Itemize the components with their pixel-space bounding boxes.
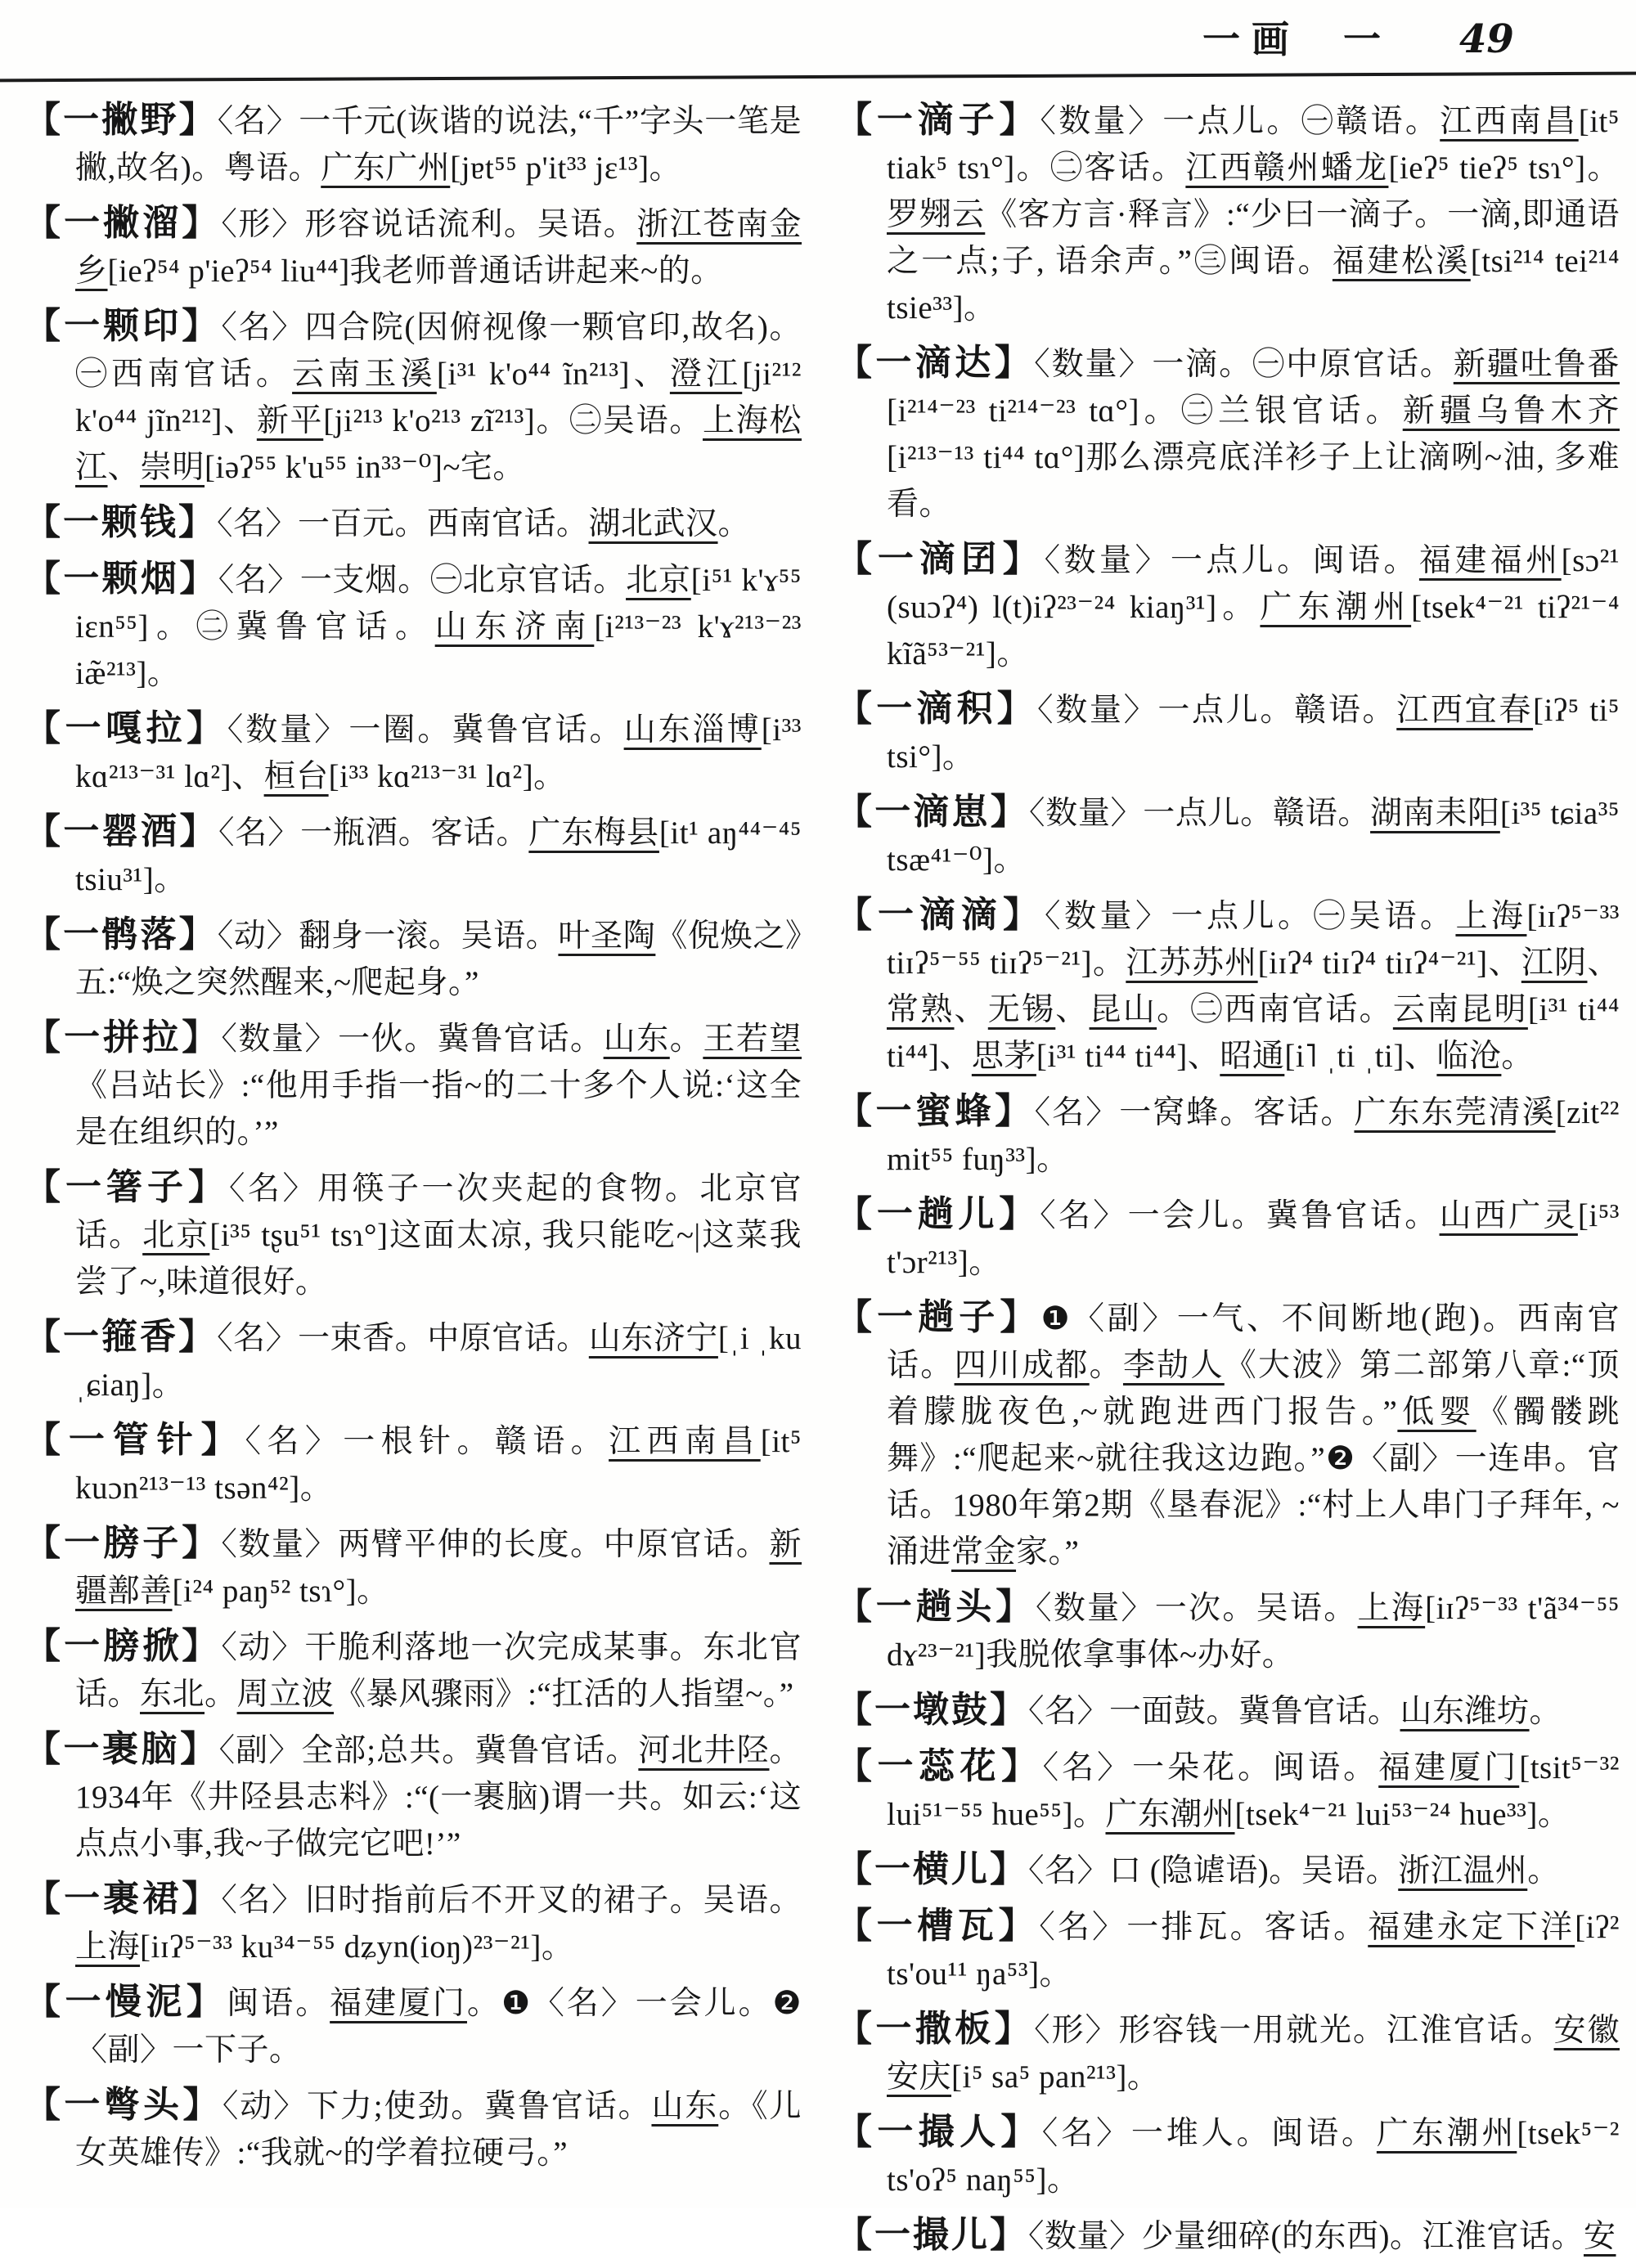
- entry-headword: 【一蜜蜂】: [836, 1091, 1035, 1131]
- entry-body: 〈数量〉一伙。冀鲁官话。山东。王若望《吕站长》:“他用手指一指~的二十多个人说:‘这全是在组织的。’”: [75, 1022, 802, 1150]
- dict-entry: [25, 1978, 802, 2073]
- entry-body: 〈数量〉少量细碎(的东西)。江淮官话。安: [1028, 2219, 1616, 2254]
- dict-entry: [25, 303, 802, 491]
- dict-entry: [25, 1875, 802, 1970]
- entry-headword: 【一滴积】: [836, 689, 1038, 729]
- dict-entry: [836, 1088, 1620, 1183]
- entry-headword: 【一横儿】: [836, 1849, 1028, 1889]
- entry-headword: 【一罂酒】: [25, 811, 218, 851]
- dict-entry: [25, 200, 802, 294]
- entry-body: 〈数量〉一点儿。闽语。福建福州[sɔ²¹ (suɔʔ⁴) l(t)iʔ²³⁻²⁴ kiaŋ³¹]。广东潮州[tsek⁴⁻²¹ tiʔ²¹⁻⁴ kĩã⁵³⁻²¹]。: [887, 543, 1620, 671]
- entry-headword: 【一滴囝】: [836, 539, 1045, 579]
- entry-body: 〈动〉翻身一滚。吴语。叶圣陶《倪焕之》五:“焕之突然醒来,~爬起身。”: [75, 918, 802, 1000]
- dict-entry: [836, 1191, 1620, 1286]
- entry-headword: 【一箸子】: [25, 1167, 229, 1207]
- entry-body: 〈形〉形容说话流利。吴语。浙江苍南金乡[ieʔ⁵⁴ p'ieʔ⁵⁴ liu⁴⁴]我老师普通话讲起来~的。: [75, 207, 802, 289]
- entry-headword: 【一趟子】: [836, 1297, 1041, 1337]
- dict-entry: [25, 499, 802, 547]
- dict-entry: [836, 1686, 1620, 1735]
- dict-entry: [836, 1846, 1620, 1894]
- entry-body: 〈数量〉一点儿。㊀赣语。江西南昌[it⁵ tiak⁵ tsɿ°]。㊁客话。江西赣州蟠龙[ieʔ⁵ tieʔ⁵ tsɿ°]。罗翙云《客方言·释言》:“少曰一滴子。一滴,即通语之一点;子, 语余声。”㊂闽语。福建松溪[tsi²¹⁴ tei²¹⁴ tsie³³]。: [887, 104, 1620, 326]
- dict-entry: [836, 536, 1620, 677]
- entry-body: 闽语。福建厦门。❶〈名〉一会儿。❷〈副〉一下子。: [75, 1986, 802, 2068]
- dict-entry: [836, 2109, 1620, 2203]
- entry-headword: 【一颗钱】: [25, 502, 217, 542]
- entry-headword: 【一撮儿】: [836, 2215, 1028, 2255]
- right-column: [836, 97, 1620, 2268]
- entry-body: 〈数量〉一点儿。赣语。江西宜春[iʔ⁵ ti⁵ tsi°]。: [887, 693, 1620, 775]
- dict-entry: [25, 1623, 802, 1718]
- entry-body: 〈名〉一排瓦。客话。福建永定下洋[iʔ² ts'ou¹¹ ŋa⁵³]。: [887, 1910, 1620, 1992]
- entry-headword: 【一箍香】: [25, 1317, 218, 1357]
- dict-entry: [836, 2212, 1620, 2260]
- entry-body: 〈名〉用筷子一次夹起的食物。北京官话。北京[i³⁵ tʂu⁵¹ tsɿ°]这面太凉, 我只能吃~|这菜我尝了~,味道很好。: [75, 1171, 802, 1300]
- entry-body: 〈名〉一会儿。冀鲁官话。山西广灵[i⁵³ t'ɔr²¹³]。: [887, 1198, 1620, 1280]
- dict-entry: [836, 685, 1620, 780]
- dict-entry: [25, 1014, 802, 1156]
- entry-body: 〈名〉旧时指前后不开叉的裙子。吴语。上海[iɪʔ⁵⁻³³ ku³⁴⁻⁵⁵ dʑyn(ioŋ)²³⁻²¹]。: [75, 1883, 802, 1965]
- entry-headword: 【一滴滴】: [836, 895, 1045, 935]
- left-column: [25, 97, 802, 2185]
- entry-headword: 【一慢泥】: [25, 1982, 227, 2022]
- entry-headword: 【一撮人】: [836, 2112, 1042, 2152]
- dict-entry: [836, 2005, 1620, 2100]
- entry-body: 〈名〉一百元。西南官话。湖北武汉。: [217, 506, 751, 541]
- dict-entry: [836, 1902, 1620, 1997]
- dict-entry: [836, 1743, 1620, 1838]
- dict-entry: [836, 339, 1620, 528]
- dict-entry: [25, 1164, 802, 1305]
- entry-body: 〈数量〉两臂平伸的长度。中原官话。新疆鄯善[i²⁴ paŋ⁵² tsɿ°]。: [75, 1527, 802, 1609]
- entry-body: 〈动〉下力;使劲。冀鲁官话。山东。《儿女英雄传》:“我就~的学着拉硬弓。”: [75, 2089, 802, 2171]
- entry-body: 〈名〉一朵花。闽语。福建厦门[tsit⁵⁻³² lui⁵¹⁻⁵⁵ hue⁵⁵]。广东潮州[tsek⁴⁻²¹ lui⁵³⁻²⁴ hue³³]。: [887, 1750, 1620, 1832]
- entry-body: 〈名〉一堆人。闽语。广东潮州[tsek⁵⁻² ts'oʔ⁵ naŋ⁵⁵]。: [887, 2116, 1620, 2198]
- entry-headword: 【一管针】: [25, 1420, 245, 1460]
- entry-headword: 【一拼拉】: [25, 1017, 222, 1058]
- entry-body: 〈名〉一支烟。㊀北京官话。北京[i⁵¹ k'ɤ⁵⁵ iɛn⁵⁵]。㊁冀鲁官话。山东济南[i²¹³⁻²³ k'ɤ²¹³⁻²³ iæ̃²¹³]。: [75, 563, 802, 691]
- dict-entry: [25, 1417, 802, 1511]
- dict-entry: [25, 97, 802, 191]
- entry-body: 〈名〉一瓶酒。客话。广东梅县[it¹ aŋ⁴⁴⁻⁴⁵ tsiu³¹]。: [75, 815, 802, 897]
- page-header: [1202, 10, 1628, 64]
- dict-entry: [836, 891, 1620, 1080]
- entry-body: 〈名〉一窝蜂。客话。广东东莞清溪[zit²² mit⁵⁵ fuŋ³³]。: [887, 1095, 1620, 1177]
- entry-headword: 【一滴崽】: [836, 792, 1029, 832]
- entry-headword: 【一裹脑】: [25, 1729, 219, 1769]
- entry-headword: 【一撇溜】: [25, 203, 222, 243]
- entry-body: 〈数量〉一滴。㊀中原官话。新疆吐鲁番[i²¹⁴⁻²³ ti²¹⁴⁻²³ tɑ°]。㊁兰银官话。新疆乌鲁木齐[i²¹³⁻¹³ ti⁴⁴ tɑ°]那么漂亮底洋衫子上让滴咧~油, 多难看。: [887, 347, 1620, 522]
- entry-headword: 【一膀掀】: [25, 1626, 222, 1666]
- entry-headword: 【一趟头】: [836, 1587, 1036, 1627]
- dict-entry: [836, 1583, 1620, 1678]
- entry-body: ❶〈副〉一气、不间断地(跑)。西南官话。四川成都。李劼人《大波》第二部第八章:“顶着朦胧夜色,~就跑进西门报告。”低婴《髑髅跳舞》:“爬起来~就往我这边跑。”❷〈副〉一连串。官话。1980年第2期《垦春泥》:“村上人串门子拜年, ~涌进常金家。”: [887, 1301, 1620, 1570]
- entry-headword: 【一墩鼓】: [836, 1690, 1028, 1730]
- entry-headword: 【一颗印】: [25, 306, 222, 346]
- entry-body: 〈形〉形容钱一用就光。江淮官话。安徽安庆[i⁵ sa⁵ pan²¹³]。: [887, 2013, 1620, 2095]
- entry-body: 〈数量〉一点儿。赣语。湖南耒阳[i³⁵ tɕia³⁵ tsæ⁴¹⁻⁰]。: [887, 796, 1620, 878]
- entry-headword: 【一颗烟】: [25, 559, 218, 599]
- entry-headword: 【一嘎拉】: [25, 708, 227, 748]
- entry-headword: 【一裹裙】: [25, 1879, 222, 1919]
- entry-body: 〈副〉全部;总共。冀鲁官话。河北井陉。1934年《井陉县志料》:“(一裹脑)谓一共。如云:‘这点点小事,我~子做完它吧!’”: [75, 1733, 802, 1862]
- entry-body: 〈动〉干脆利落地一次完成某事。东北官话。东北。周立波《暴风骤雨》:“扛活的人指望~。”: [75, 1630, 802, 1712]
- entry-body: 〈名〉一千元(诙谐的说法,“千”字头一笔是撇,故名)。粤语。广东广州[jɐt⁵⁵ p'it³³ jɛ¹³]。: [75, 104, 802, 186]
- dict-entry: [836, 788, 1620, 883]
- entry-headword: 【一蕊花】: [836, 1746, 1043, 1786]
- dict-entry: [25, 808, 802, 903]
- entry-headword: 【一滴达】: [836, 343, 1035, 383]
- entry-headword: 【一滴子】: [836, 100, 1040, 140]
- entry-body: 〈数量〉一点儿。㊀吴语。上海[iɪʔ⁵⁻³³ tiɪʔ⁵⁻⁵⁵ tiɪʔ⁵⁻²¹]。江苏苏州[iɪʔ⁴ tiɪʔ⁴ tiɪʔ⁴⁻²¹]、江阴、常熟、无锡、昆山。㊁西南官话。云南昆明[i³¹ ti⁴⁴ ti⁴⁴]、思茅[i³¹ ti⁴⁴ ti⁴⁴]、昭通[i˥ ˌti ˌti]、临沧。: [887, 899, 1620, 1074]
- entry-body: 〈名〉一面鼓。冀鲁官话。山东潍坊。: [1028, 1694, 1562, 1729]
- page-number: 49: [1459, 16, 1514, 62]
- dict-entry: [836, 97, 1620, 331]
- entry-body: 〈名〉一束香。中原官话。山东济宁[ˌi ˌku ˌɕiaŋ]。: [75, 1321, 802, 1403]
- entry-headword: 【一撒板】: [836, 2009, 1035, 2049]
- header-section-title: 一画: [1202, 19, 1301, 61]
- entry-headword: 【一撇野】: [25, 100, 218, 140]
- entry-body: 〈名〉四合院(因俯视像一颗官印,故名)。㊀西南官话。云南玉溪[i³¹ k'o⁴⁴ ĩn²¹³]、澄江[ji²¹² k'o⁴⁴ jĩn²¹²]、新平[ji²¹³ k'o²¹³ zĩ²¹³]。㊁吴语。上海松江、崇明[iəʔ⁵⁵ k'u⁵⁵ in³³⁻⁰]~宅。: [75, 310, 802, 485]
- dict-entry: [25, 555, 802, 697]
- entry-body: 〈数量〉一圈。冀鲁官话。山东淄博[i³³ kɑ²¹³⁻³¹ lɑ²]、桓台[i³³ kɑ²¹³⁻³¹ lɑ²]。: [75, 712, 802, 794]
- entry-headword: 【一趟儿】: [836, 1194, 1040, 1234]
- dict-entry: [25, 1314, 802, 1408]
- header-radical-char: 一: [1343, 19, 1381, 61]
- entry-headword: 【一彆头】: [25, 2085, 222, 2125]
- dict-entry: [25, 2082, 802, 2176]
- dict-entry: [836, 1294, 1620, 1575]
- dict-entry: [25, 1726, 802, 1867]
- entry-body: 〈名〉一根针。赣语。江西南昌[it⁵ kuɔn²¹³⁻¹³ tsən⁴²]。: [75, 1424, 802, 1506]
- dict-entry: [25, 705, 802, 800]
- dict-entry: [25, 911, 802, 1006]
- entry-headword: 【一膀子】: [25, 1523, 222, 1563]
- entry-headword: 【一槽瓦】: [836, 1906, 1040, 1946]
- entry-body: 〈名〉口 (隐谑语)。吴语。浙江温州。: [1028, 1853, 1560, 1889]
- header-divider-rule: [0, 72, 1636, 83]
- entry-headword: 【一鹘落】: [25, 914, 218, 954]
- dict-entry: [25, 1520, 802, 1615]
- entry-body: 〈数量〉一次。吴语。上海[iɪʔ⁵⁻³³ t'ã³⁴⁻⁵⁵ dɤ²³⁻²¹]我脱侬拿事体~办好。: [887, 1591, 1620, 1673]
